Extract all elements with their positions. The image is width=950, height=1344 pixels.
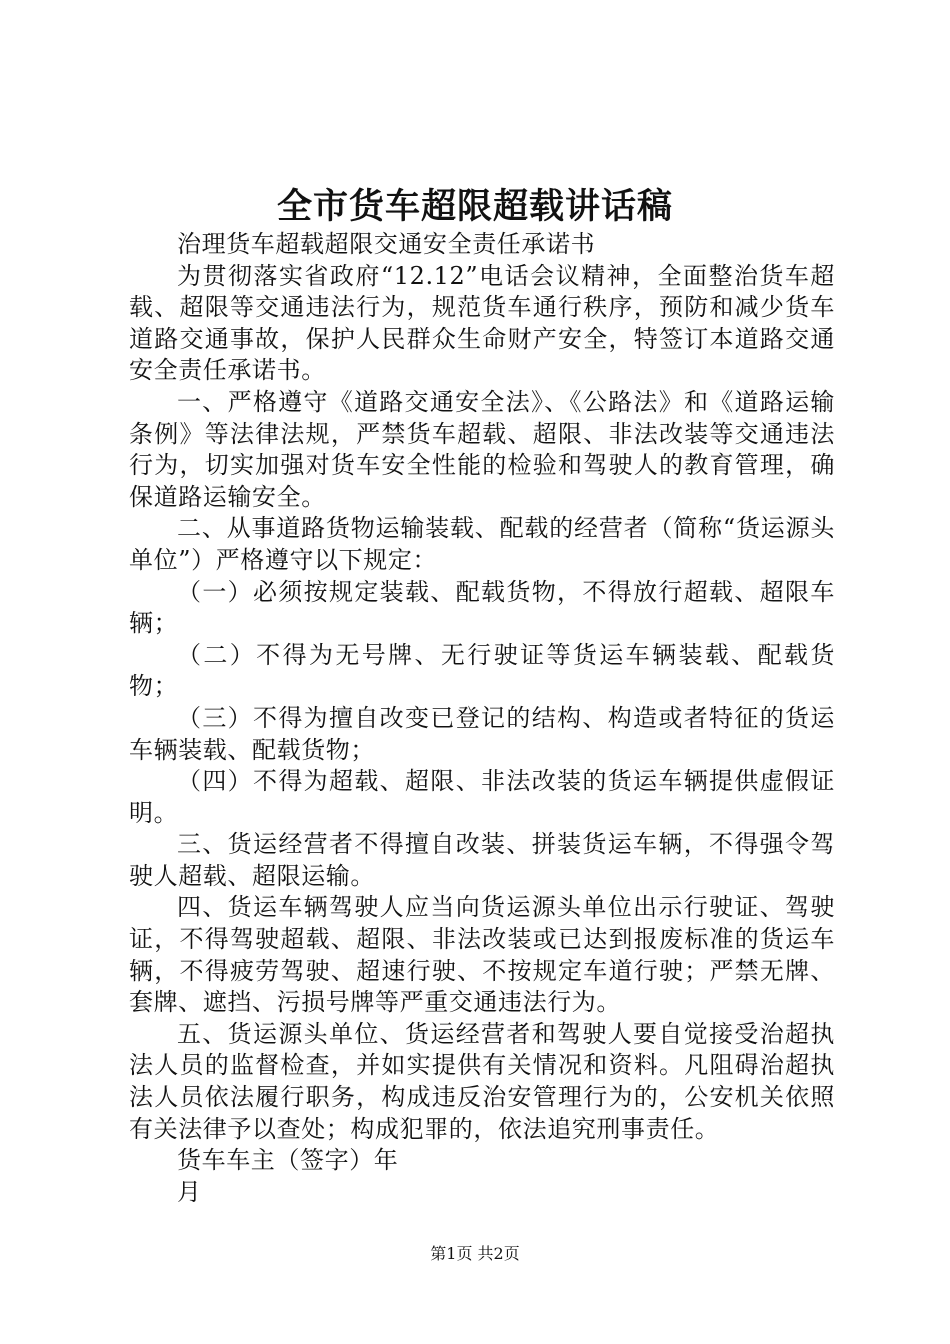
- paragraph-item-3: 三、货运经营者不得擅自改装、拼装货运车辆，不得强令驾驶人超载、超限运输。: [129, 830, 835, 890]
- paragraph-sub-item-2: （二）不得为无号牌、无行驶证等货运车辆装载、配载货物；: [129, 640, 835, 701]
- signature-month: 月: [177, 1177, 202, 1206]
- paragraph-item-4: 四、货运车辆驾驶人应当向货运源头单位出示行驶证、驾驶证，不得驾驶超载、超限、非法改装或已达到报废标准的货运车辆，不得疲劳驾驶、超速行驶、不按规定车道行驶；严禁无牌、套牌、遮挡、污损号牌等严重交通违法行为。: [129, 893, 835, 1017]
- document-body: [129, 229, 835, 1208]
- paragraph-item-2: 二、从事道路货物运输装载、配载的经营者（简称“货运源头单位”）严格遵守以下规定：: [129, 514, 835, 574]
- signature-line: 货车车主（签字）年: [177, 1146, 399, 1175]
- paragraph-intro: 为贯彻落实省政府“12.12”电话会议精神，全面整治货车超载、超限等交通违法行为，规范货车通行秩序，预防和减少货车道路交通事故，保护人民群众生命财产安全，特签订本道路交通安全责任承诺书。: [129, 261, 835, 385]
- paragraph-sub-item-4: （四）不得为超载、超限、非法改装的货运车辆提供虚假证明。: [129, 767, 835, 827]
- page-footer: 第1页 共2页: [430, 1244, 520, 1263]
- paragraph-sub-item-1: （一）必须按规定装载、配载货物，不得放行超载、超限车辆；: [129, 577, 835, 638]
- paragraph-heading: 治理货车超载超限交通安全责任承诺书: [177, 230, 596, 258]
- paragraph-item-1: 一、严格遵守《道路交通安全法》、《公路法》和《道路运输条例》等法律法规，严禁货车超载、超限、非法改装等交通违法行为，切实加强对货车安全性能的检验和驾驶人的教育管理，确保道路运输安全。: [129, 387, 835, 511]
- document-title: 全市货车超限超载讲话稿: [276, 186, 673, 227]
- paragraph-sub-item-3: （三）不得为擅自改变已登记的结构、构造或者特征的货运车辆装载、配载货物；: [129, 703, 835, 764]
- paragraph-item-5: 五、货运源头单位、货运经营者和驾驶人要自觉接受治超执法人员的监督检查，并如实提供有关情况和资料。凡阻碍治超执法人员依法履行职务，构成违反治安管理行为的，公安机关依照有关法律予以查处；构成犯罪的，依法追究刑事责任。: [129, 1019, 835, 1143]
